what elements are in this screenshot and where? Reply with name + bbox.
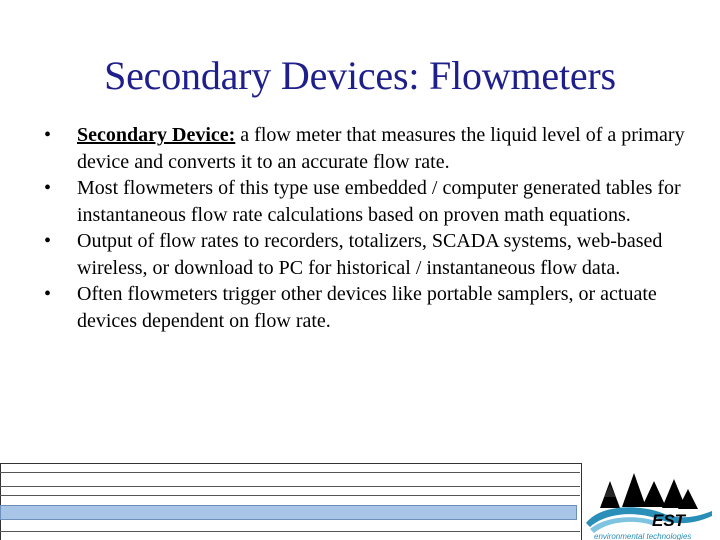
bullet-text: Most flowmeters of this type use embedded / computer generated tables for instantaneous flow rate calculations based on proven math equations. [77, 177, 681, 226]
bullet-item [44, 175, 694, 228]
footer-divider [0, 531, 580, 532]
footer-bar [0, 505, 577, 520]
footer-frame [0, 463, 582, 540]
est-logo [582, 463, 720, 540]
slide-title: Secondary Devices: Flowmeters [104, 53, 616, 98]
footer-divider [0, 472, 580, 473]
bullet-item [44, 228, 694, 281]
bullet-term: Secondary Device: [77, 124, 236, 146]
bullet-text: Output of flow rates to recorders, totalizers, SCADA systems, web-based wireless, or download to PC for historical / instantaneous flow data. [77, 230, 663, 279]
bullet-list [44, 122, 694, 334]
footer-divider [0, 495, 580, 496]
logo-tagline: environmental technologies [594, 532, 692, 540]
logo-name: EST [652, 511, 686, 530]
tree-icon [600, 473, 698, 509]
footer-divider [0, 486, 580, 487]
bullet-item [44, 281, 694, 334]
bullet-item [44, 122, 694, 175]
bullet-text: a flow meter that measures the liquid level of a primary device and converts it to an accurate flow rate. [77, 124, 685, 173]
bullet-text: Often flowmeters trigger other devices like portable samplers, or actuate devices dependent on flow rate. [77, 283, 657, 332]
water-icon [586, 507, 712, 533]
